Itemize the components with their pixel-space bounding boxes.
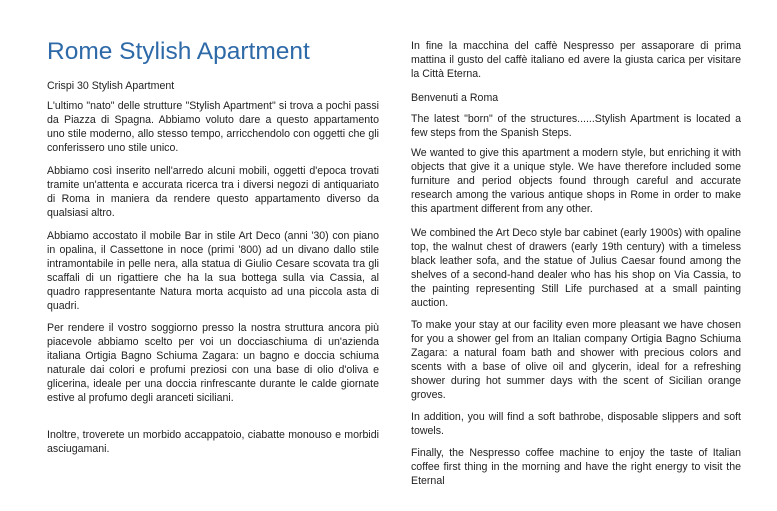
left-paragraph-5: Inoltre, troverete un morbido accappatoio, ciabatte monouso e morbidi asciugamani. xyxy=(47,429,379,455)
right-paragraph-3: The latest "born" of the structures......Stylish Apartment is located a few steps from the Spanish Steps. xyxy=(411,113,741,139)
right-paragraph-7: In addition, you will find a soft bathrobe, disposable slippers and soft towels. xyxy=(411,411,741,437)
right-paragraph-5: We combined the Art Deco style bar cabinet (early 1900s) with opaline top, the walnut chest of drawers (early 19th century) with a timeless black leather sofa, and the statue of Julius Caesar found among the shelves of a second-hand dealer who has his shop on Via Cassia, to the painting representing Still Life purchased at a small painting auction. xyxy=(411,227,741,309)
right-paragraph-8: Finally, the Nespresso coffee machine to enjoy the taste of Italian coffee first thing in the morning and have the right energy to visit the Eternal xyxy=(411,447,741,487)
left-paragraph-4: Per rendere il vostro soggiorno presso la nostra struttura ancora più piacevole abbiamo scelto per voi un docciaschiuma di un'azienda italiana Ortigia Bagno Schiuma Zagara: un bagno e doccia schiuma naturale dai colori e profumi preziosi con una base di olio d'oliva e glicerina, ideale per una doccia rinfrescante durante le calde giornate estive al profumo degli aranceti siciliani. xyxy=(47,322,379,404)
right-paragraph-4: We wanted to give this apartment a modern style, but enriching it with objects that give it a unique style. We have therefore included some furniture and period objects found through careful and accurate research among the various antique shops in Rome in order to make this apartment different from any other. xyxy=(411,147,741,215)
left-paragraph-2: Abbiamo così inserito nell'arredo alcuni mobili, oggetti d'epoca trovati tramite un'attenta e accurata ricerca tra i diversi negozi di antiquariato di Roma in maniera da rendere questo appartamento diverso da qualsiasi altro. xyxy=(47,165,379,219)
right-paragraph-2: Benvenuti a Roma xyxy=(411,92,499,104)
right-paragraph-6: To make your stay at our facility even more pleasant we have chosen for you a shower gel from an Italian company Ortigia Bagno Schiuma Zagara: a natural foam bath and shower with precious colors and scents with a base of olive oil and glycerin, ideal for a refreshing shower during hot summer days with the scent of Sicilian orange groves. xyxy=(411,319,741,401)
right-paragraph-1: In fine la macchina del caffè Nespresso per assaporare di prima mattina il gusto del caffè italiano ed avere la giusta carica per visitare la Città Eterna. xyxy=(411,40,741,80)
page-title: Rome Stylish Apartment xyxy=(47,38,310,65)
left-paragraph-3: Abbiamo accostato il mobile Bar in stile Art Deco (anni '30) con piano in opalina, il Cassettone in noce (primi '800) ad un divano dallo stile intramontabile in pelle nera, alla statua di Giulio Cesare scovata tra gli scaffali di un rigattiere che ha la sua bottega sulla via Cassia, al quadro rappresentante Natura morta acquisto ad una piccola asta di quadri. xyxy=(47,230,379,312)
left-paragraph-1: L'ultimo "nato" delle strutture "Stylish Apartment" si trova a pochi passi da Piazza di Spagna. Abbiamo voluto dare a questo appartamento uno stile moderno, allo stesso tempo, arricchendolo con oggetti che gli conferissero uno stile unico. xyxy=(47,100,379,154)
subtitle: Crispi 30 Stylish Apartment xyxy=(47,80,175,92)
